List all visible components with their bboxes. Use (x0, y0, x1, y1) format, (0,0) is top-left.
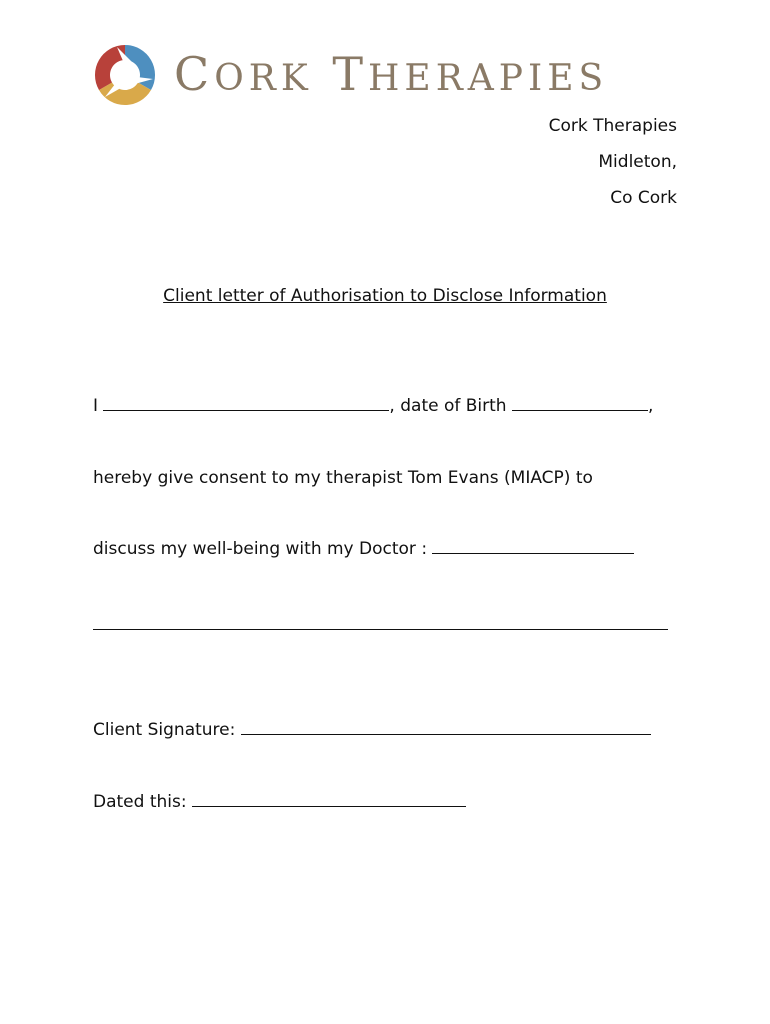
practice-address (549, 108, 677, 216)
doctor-details-field[interactable] (93, 629, 668, 630)
dated-line (93, 790, 466, 814)
logo-wordmark: CORK THERAPIES (174, 47, 609, 101)
doctor-name-field[interactable] (432, 537, 634, 554)
address-line-1: Cork Therapies (548, 116, 677, 136)
client-name-field[interactable] (103, 394, 389, 411)
address-line-2: Midleton, (598, 152, 677, 172)
date-of-birth-field[interactable] (512, 394, 648, 411)
signature-line (93, 718, 651, 742)
document-title: Client letter of Authorisation to Disclose Information (163, 286, 607, 306)
doctor-line (93, 537, 634, 561)
name-dob-line (93, 394, 653, 418)
dob-suffix: , (647, 396, 654, 416)
date-signed-field[interactable] (192, 790, 466, 807)
name-prefix: I (93, 396, 99, 416)
client-signature-field[interactable] (241, 718, 651, 735)
dob-label: , date of Birth (389, 396, 507, 416)
logo-ring-icon (92, 42, 158, 108)
doctor-label: discuss my well-being with my Doctor : (93, 539, 428, 559)
dated-label: Dated this: (93, 792, 187, 812)
cork-therapies-logo (92, 42, 682, 108)
address-line-3: Co Cork (610, 188, 677, 208)
consent-line: hereby give consent to my therapist Tom Evans (MIACP) to (93, 468, 593, 488)
signature-label: Client Signature: (93, 720, 236, 740)
